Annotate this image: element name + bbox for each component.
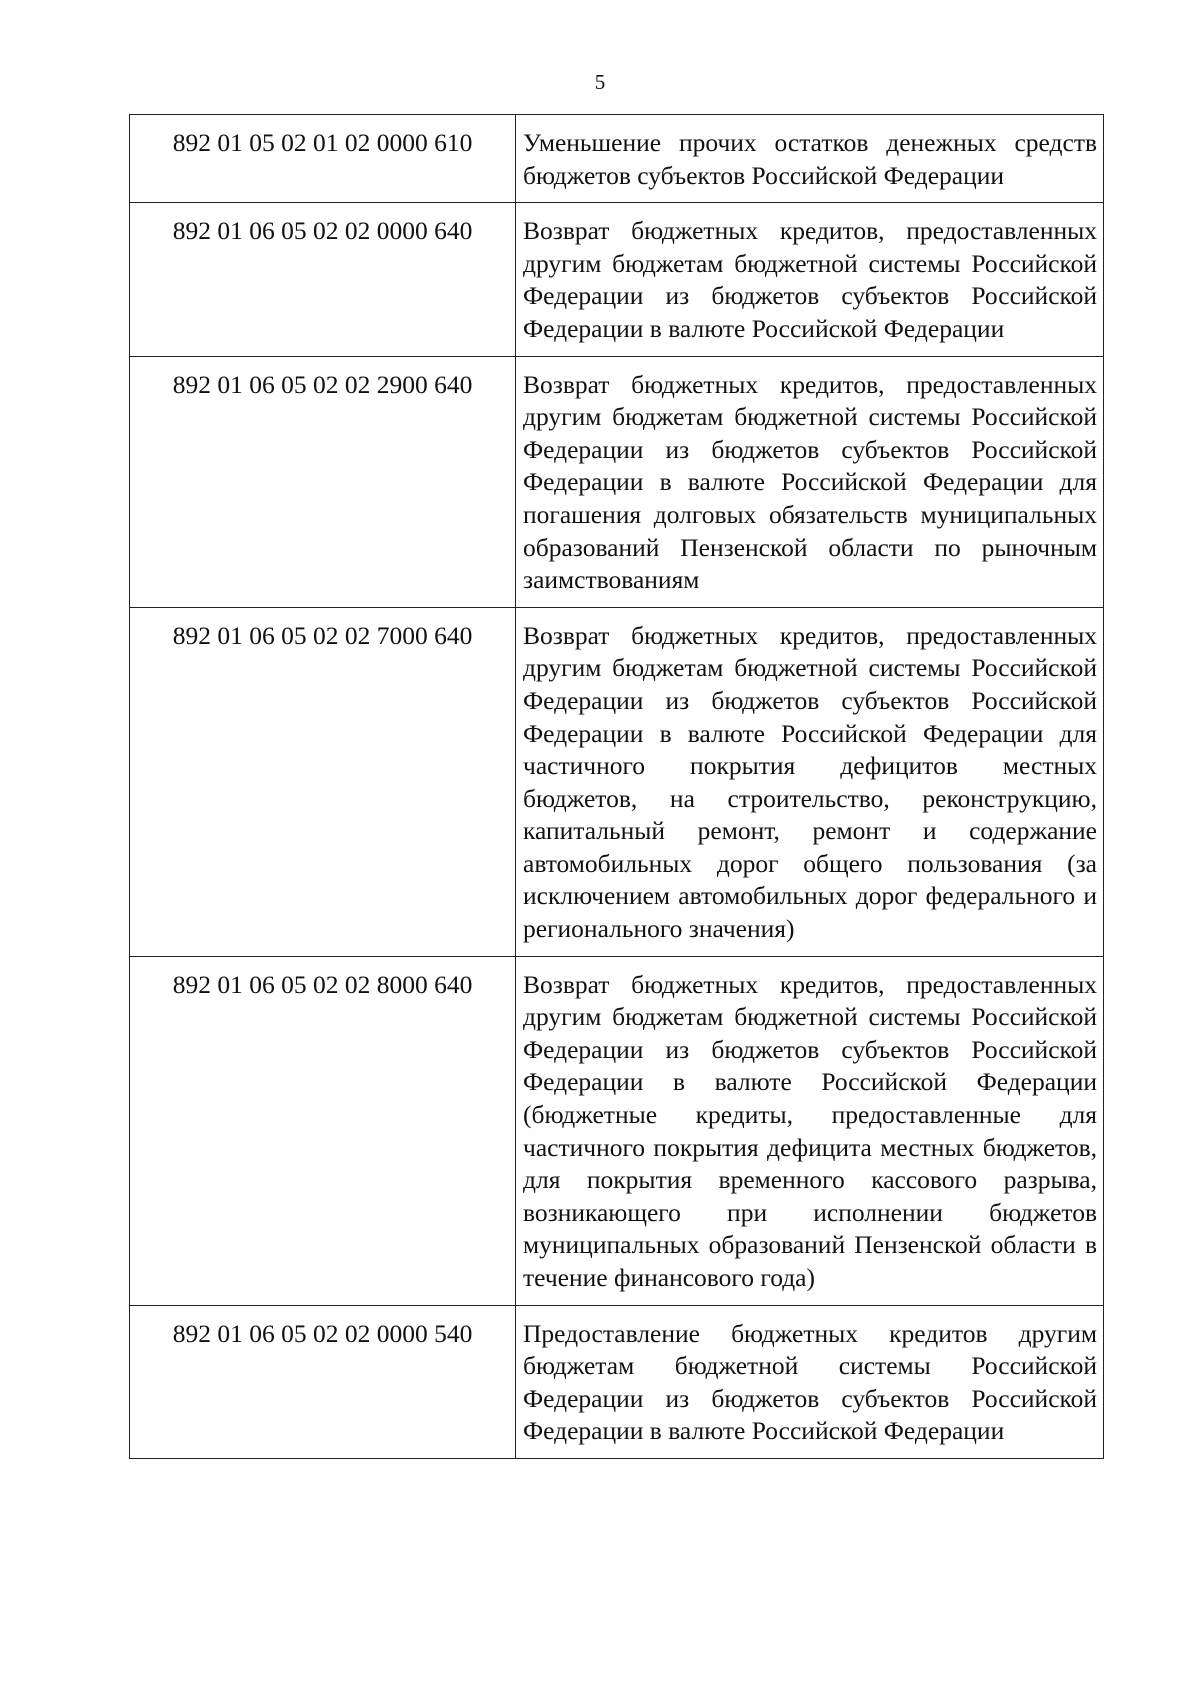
budget-code-cell: 892 01 06 05 02 02 8000 640 — [130, 956, 516, 1305]
description-cell: Уменьшение прочих остатков денежных средств бюджетов субъектов Российской Федерации — [516, 115, 1104, 203]
page-number: 5 — [594, 70, 606, 94]
table-row — [130, 607, 1104, 956]
budget-code-cell: 892 01 05 02 01 02 0000 610 — [130, 115, 516, 203]
table-row — [130, 356, 1104, 607]
table-row — [130, 115, 1104, 203]
budget-code-cell: 892 01 06 05 02 02 2900 640 — [130, 356, 516, 607]
description-cell: Предоставление бюджетных кредитов другим бюджетам бюджетной системы Российской Федерации из бюджетов субъектов Российской Федерации в валюте Российской Федерации — [516, 1305, 1104, 1458]
table-row — [130, 956, 1104, 1305]
description-cell: Возврат бюджетных кредитов, предоставленных другим бюджетам бюджетной системы Российской Федерации из бюджетов субъектов Российской Федерации в валюте Российской Федерации для частичного покрытия дефицитов местных бюджетов, на строительство, реконструкцию, капитальный ремонт, ремонт и содержание автомобильных дорог общего пользования (за исключением автомобильных дорог федерального и регионального значения) — [516, 607, 1104, 956]
table-row — [130, 203, 1104, 356]
table-row — [130, 1305, 1104, 1458]
description-cell: Возврат бюджетных кредитов, предоставленных другим бюджетам бюджетной системы Российской Федерации из бюджетов субъектов Российской Федерации в валюте Российской Федерации — [516, 203, 1104, 356]
budget-code-cell: 892 01 06 05 02 02 7000 640 — [130, 607, 516, 956]
description-cell: Возврат бюджетных кредитов, предоставленных другим бюджетам бюджетной системы Российской Федерации из бюджетов субъектов Российской Федерации в валюте Российской Федерации (бюджетные кредиты, предоставленные для частичного покрытия дефицита местных бюджетов, для покрытия временного кассового разрыва, возникающего при исполнении бюджетов муниципальных образований Пензенской области в течение финансового года) — [516, 956, 1104, 1305]
budget-codes-table — [129, 114, 1104, 1459]
budget-code-cell: 892 01 06 05 02 02 0000 640 — [130, 203, 516, 356]
budget-code-cell: 892 01 06 05 02 02 0000 540 — [130, 1305, 516, 1458]
description-cell: Возврат бюджетных кредитов, предоставленных другим бюджетам бюджетной системы Российской Федерации из бюджетов субъектов Российской Федерации в валюте Российской Федерации для погашения долговых обязательств муниципальных образований Пензенской области по рыночным заимствованиям — [516, 356, 1104, 607]
